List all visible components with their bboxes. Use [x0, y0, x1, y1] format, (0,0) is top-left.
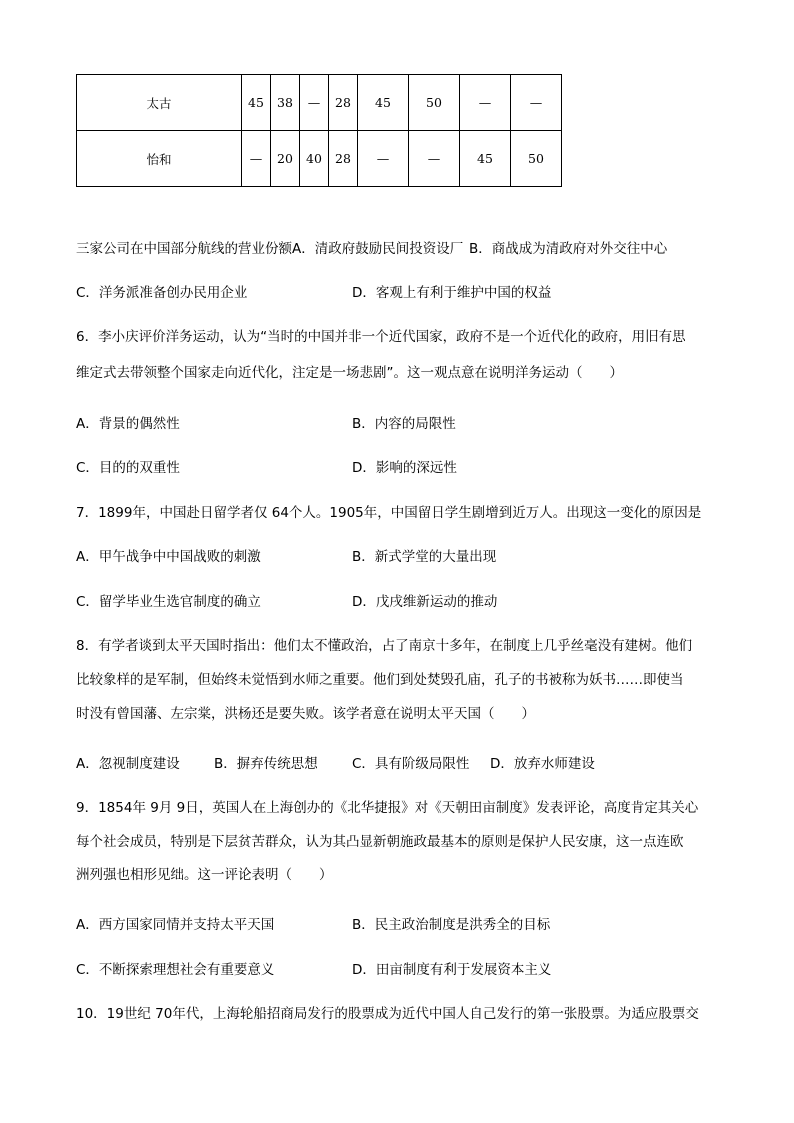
table-cell: 50: [409, 75, 460, 131]
table-cell: 45: [358, 75, 409, 131]
q9-option-a: A．西方国家同情并支持太平天国: [76, 917, 275, 933]
table-row: [77, 131, 562, 187]
shipping-share-table: [76, 74, 562, 187]
table-cell: —: [242, 131, 271, 187]
q7-option-a: A．甲午战争中中国战败的刺激: [76, 549, 261, 565]
q9-option-b: B．民主政治制度是洪秀全的目标: [352, 917, 551, 933]
table-cell: 28: [329, 75, 358, 131]
q9-option-d: D．田亩制度有利于发展资本主义: [352, 962, 552, 978]
table-cell: 45: [460, 131, 511, 187]
q6-stem-line-2: 维定式去带领整个国家走向近代化，注定是一场悲剧”。这一观点意在说明洋务运动（ ）: [76, 365, 623, 381]
table-cell: 40: [300, 131, 329, 187]
q5-option-b: B．商战成为清政府对外交往中心: [469, 241, 668, 257]
table-cell: —: [358, 131, 409, 187]
q5-caption-option-a: 三家公司在中国部分航线的营业份额A．清政府鼓励民间投资设厂: [76, 241, 464, 257]
table-cell: 50: [511, 131, 562, 187]
q7-stem-line-1: 7．1899年，中国赴日留学者仅 64个人。1905年，中国留日学生剧增到近万人。出现这一变化的原因是: [76, 505, 702, 521]
q9-stem-line-3: 洲列强也相形见绌。这一评论表明（ ）: [76, 867, 333, 883]
q7-option-b: B．新式学堂的大量出现: [352, 549, 497, 565]
company-name-cell: 太古: [77, 75, 242, 131]
q10-stem-line-1: 10．19世纪 70年代，上海轮船招商局发行的股票成为近代中国人自己发行的第一张股票。为适应股票交: [76, 1006, 699, 1022]
q5-option-d: D．客观上有利于维护中国的权益: [352, 285, 552, 301]
table-row: [77, 75, 562, 131]
table-cell: —: [511, 75, 562, 131]
q8-stem-line-1: 8．有学者谈到太平天国时指出：他们太不懂政治，占了南京十多年，在制度上几乎丝毫没有建树。他们: [76, 638, 693, 654]
table-cell: —: [460, 75, 511, 131]
q8-option-c: C．具有阶级局限性: [352, 756, 470, 772]
q8-stem-line-2: 比较象样的是军制，但始终未觉悟到水师之重要。他们到处焚毁孔庙，孔子的书被称为妖书……即使当: [76, 672, 684, 688]
q7-option-c: C．留学毕业生选官制度的确立: [76, 594, 261, 610]
q9-stem-line-2: 每个社会成员，特别是下层贫苦群众，认为其凸显新朝施政最基本的原则是保护人民安康，这一点连欧: [76, 834, 684, 850]
table-cell: 45: [242, 75, 271, 131]
q8-option-b: B．摒弃传统思想: [214, 756, 318, 772]
table-cell: —: [300, 75, 329, 131]
q5-option-c: C．洋务派准备创办民用企业: [76, 285, 248, 301]
q8-option-d: D．放弃水师建设: [490, 756, 595, 772]
table-cell: —: [409, 131, 460, 187]
table-cell: 20: [271, 131, 300, 187]
table-cell: 38: [271, 75, 300, 131]
company-name-cell: 怡和: [77, 131, 242, 187]
q6-option-d: D．影响的深远性: [352, 460, 457, 476]
q9-stem-line-1: 9．1854年 9月 9日，英国人在上海创办的《北华捷报》对《天朝田亩制度》发表评论，高度肯定其关心: [76, 800, 699, 816]
q6-stem-line-1: 6．李小庆评价洋务运动，认为“当时的中国并非一个近代国家，政府不是一个近代化的政府，用旧有思: [76, 329, 686, 345]
table-cell: 28: [329, 131, 358, 187]
q6-option-a: A．背景的偶然性: [76, 416, 180, 432]
q8-stem-line-3: 时没有曾国藩、左宗棠，洪杨还是要失败。该学者意在说明太平天国（ ）: [76, 706, 535, 722]
q6-option-c: C．目的的双重性: [76, 460, 180, 476]
q6-option-b: B．内容的局限性: [352, 416, 456, 432]
q8-option-a: A．忽视制度建设: [76, 756, 180, 772]
q7-option-d: D．戊戌维新运动的推动: [352, 594, 498, 610]
q9-option-c: C．不断探索理想社会有重要意义: [76, 962, 275, 978]
